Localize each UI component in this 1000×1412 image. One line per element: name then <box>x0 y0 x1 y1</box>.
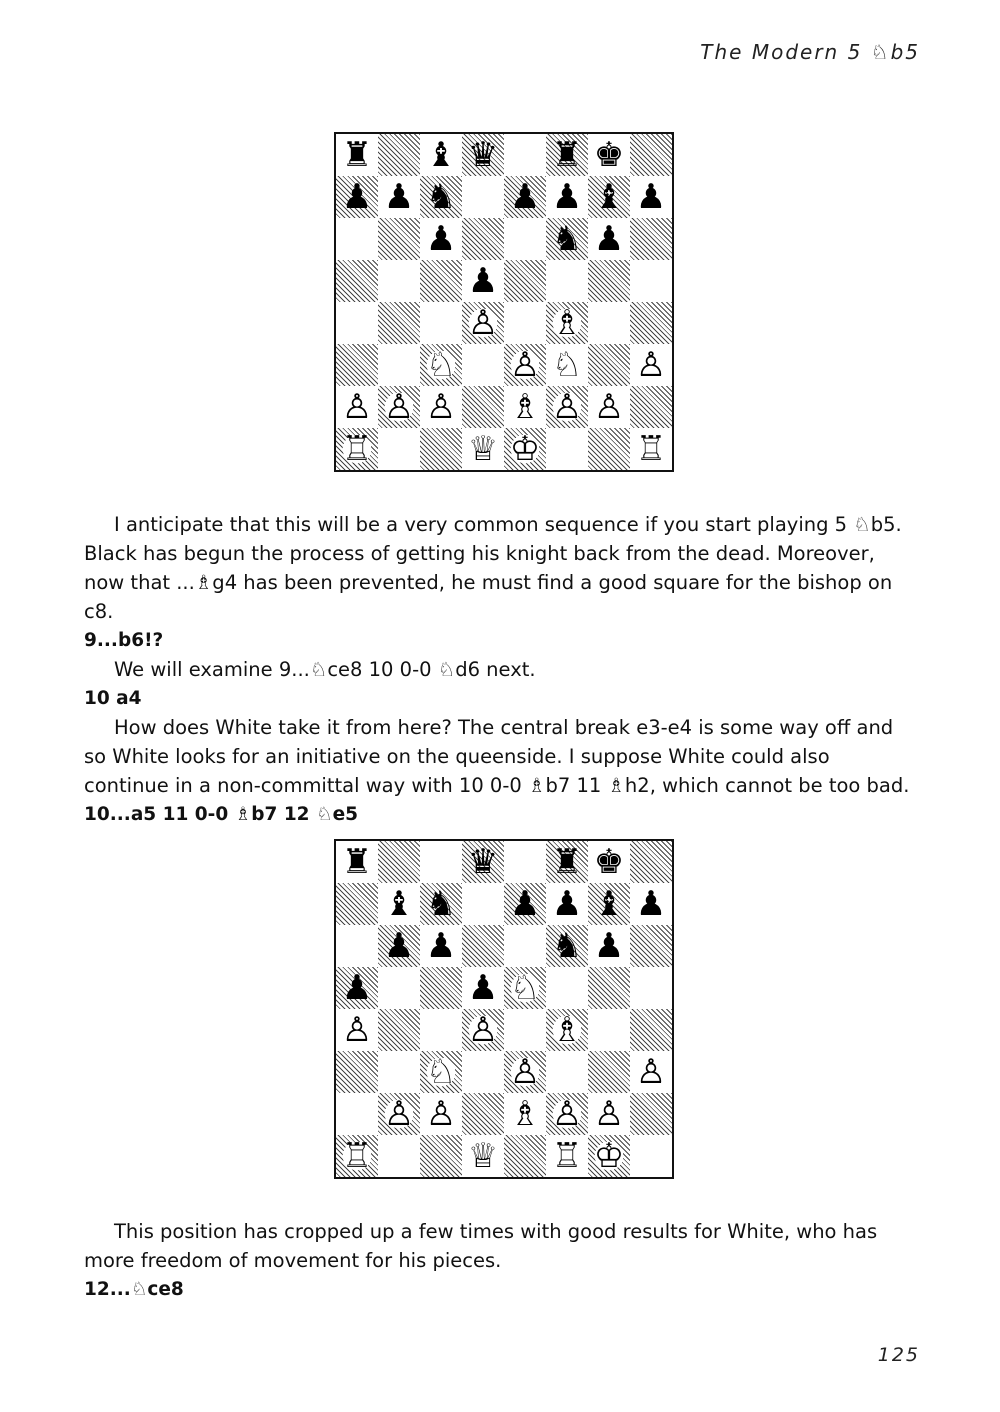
board-square <box>630 1009 672 1051</box>
paragraph: This position has cropped up a few times with good results for White, who has more freedom of movement for his pieces. <box>84 1220 878 1272</box>
board-square <box>378 302 420 344</box>
white-piece: ♕ <box>467 429 499 469</box>
board-square <box>336 925 378 967</box>
black-piece: ♛ <box>467 135 499 175</box>
board-square <box>378 967 420 1009</box>
board-square <box>630 967 672 1009</box>
board-grid <box>336 841 672 1177</box>
white-piece: ♕ <box>467 1136 499 1176</box>
white-piece: ♙ <box>635 345 667 385</box>
board-square <box>336 967 378 1009</box>
board-square <box>588 1135 630 1177</box>
move-heading: 10...a5 11 0-0 ♗b7 12 ♘e5 <box>84 804 359 825</box>
board-square <box>420 344 462 386</box>
board-square <box>462 1093 504 1135</box>
board-square <box>462 925 504 967</box>
board-square <box>504 967 546 1009</box>
black-piece: ♞ <box>425 884 457 924</box>
white-piece: ♖ <box>635 429 667 469</box>
board-square <box>504 344 546 386</box>
board-square <box>336 260 378 302</box>
board-square <box>588 1051 630 1093</box>
board-square <box>378 1009 420 1051</box>
black-piece: ♝ <box>425 135 457 175</box>
board-square <box>588 344 630 386</box>
board-square <box>546 967 588 1009</box>
board-square <box>630 1093 672 1135</box>
black-piece: ♜ <box>551 135 583 175</box>
board-square <box>336 134 378 176</box>
board-grid <box>336 134 672 470</box>
white-piece: ♙ <box>551 1094 583 1134</box>
running-head: The Modern 5 ♘b5 <box>700 40 920 64</box>
white-piece: ♖ <box>341 429 373 469</box>
black-piece: ♟ <box>551 177 583 217</box>
board-square <box>504 925 546 967</box>
white-piece: ♙ <box>425 387 457 427</box>
page-number: 125 <box>877 1344 920 1366</box>
board-square <box>420 967 462 1009</box>
board-square <box>378 260 420 302</box>
black-piece: ♞ <box>425 177 457 217</box>
board-square <box>504 176 546 218</box>
black-piece: ♜ <box>341 842 373 882</box>
board-square <box>588 1009 630 1051</box>
white-piece: ♘ <box>551 345 583 385</box>
board-square <box>504 1135 546 1177</box>
board-square <box>630 841 672 883</box>
board-square <box>630 386 672 428</box>
board-square <box>378 176 420 218</box>
board-square <box>462 1009 504 1051</box>
black-piece: ♟ <box>341 177 373 217</box>
board-square <box>378 1093 420 1135</box>
board-square <box>588 176 630 218</box>
black-piece: ♞ <box>551 926 583 966</box>
board-square <box>546 841 588 883</box>
board-square <box>336 1093 378 1135</box>
black-piece: ♟ <box>635 177 667 217</box>
black-piece: ♟ <box>425 926 457 966</box>
board-square <box>336 344 378 386</box>
board-square <box>630 428 672 470</box>
black-piece: ♜ <box>551 842 583 882</box>
board-square <box>630 1135 672 1177</box>
board-square <box>630 1051 672 1093</box>
board-square <box>420 1051 462 1093</box>
board-square <box>630 925 672 967</box>
board-square <box>630 344 672 386</box>
white-piece: ♘ <box>425 345 457 385</box>
board-square <box>630 883 672 925</box>
white-piece: ♙ <box>383 1094 415 1134</box>
white-piece: ♙ <box>509 345 541 385</box>
board-square <box>546 925 588 967</box>
black-piece: ♟ <box>551 884 583 924</box>
black-piece: ♛ <box>467 842 499 882</box>
board-square <box>588 302 630 344</box>
white-piece: ♖ <box>551 1136 583 1176</box>
board-square <box>420 1135 462 1177</box>
black-piece: ♝ <box>383 884 415 924</box>
board-square <box>630 134 672 176</box>
board-square <box>504 134 546 176</box>
board-square <box>378 386 420 428</box>
white-piece: ♗ <box>551 1010 583 1050</box>
white-piece: ♙ <box>593 1094 625 1134</box>
board-square <box>336 1135 378 1177</box>
board-square <box>504 1009 546 1051</box>
white-piece: ♙ <box>593 387 625 427</box>
board-square <box>504 1051 546 1093</box>
board-square <box>336 841 378 883</box>
board-square <box>420 428 462 470</box>
board-square <box>420 386 462 428</box>
board-square <box>588 925 630 967</box>
move-heading: 9...b6!? <box>84 630 164 651</box>
board-square <box>504 386 546 428</box>
white-piece: ♙ <box>425 1094 457 1134</box>
board-square <box>504 1093 546 1135</box>
board-square <box>462 302 504 344</box>
board-square <box>336 218 378 260</box>
black-piece: ♝ <box>593 177 625 217</box>
board-square <box>462 176 504 218</box>
board-square <box>588 428 630 470</box>
board-square <box>420 1093 462 1135</box>
white-piece: ♖ <box>341 1136 373 1176</box>
board-square <box>378 344 420 386</box>
white-piece: ♙ <box>341 1010 373 1050</box>
black-piece: ♝ <box>593 884 625 924</box>
black-piece: ♞ <box>551 219 583 259</box>
board-square <box>378 883 420 925</box>
board-square <box>588 1093 630 1135</box>
black-piece: ♚ <box>593 135 625 175</box>
paragraph: I anticipate that this will be a very common sequence if you start playing 5 ♘b5. Black has begun the process of getting his knight back from the dead. Moreover, now that ...♗g4 has been prevented, he must find a good square for the bishop on c8. <box>84 513 902 623</box>
board-square <box>588 883 630 925</box>
chess-diagram-1 <box>334 132 674 472</box>
board-square <box>546 176 588 218</box>
board-square <box>336 1051 378 1093</box>
board-square <box>420 925 462 967</box>
board-square <box>462 218 504 260</box>
white-piece: ♘ <box>425 1052 457 1092</box>
board-square <box>462 1135 504 1177</box>
board-square <box>378 134 420 176</box>
board-square <box>546 883 588 925</box>
board-square <box>336 1009 378 1051</box>
white-piece: ♗ <box>509 1094 541 1134</box>
board-square <box>378 1051 420 1093</box>
board-square <box>420 134 462 176</box>
board-square <box>462 841 504 883</box>
black-piece: ♟ <box>383 926 415 966</box>
board-square <box>336 428 378 470</box>
black-piece: ♟ <box>425 219 457 259</box>
board-square <box>546 260 588 302</box>
board-square <box>420 841 462 883</box>
board-square <box>588 218 630 260</box>
board-square <box>420 218 462 260</box>
board-square <box>588 260 630 302</box>
board-square <box>504 841 546 883</box>
board-square <box>462 260 504 302</box>
move-heading: 10 a4 <box>84 688 142 709</box>
board-square <box>546 344 588 386</box>
white-piece: ♔ <box>509 429 541 469</box>
board-square <box>546 302 588 344</box>
board-square <box>462 428 504 470</box>
text-block-1 <box>84 510 919 829</box>
board-square <box>462 344 504 386</box>
white-piece: ♘ <box>509 968 541 1008</box>
board-square <box>546 1093 588 1135</box>
white-piece: ♙ <box>509 1052 541 1092</box>
board-square <box>378 1135 420 1177</box>
board-square <box>378 428 420 470</box>
black-piece: ♜ <box>341 135 373 175</box>
board-square <box>588 134 630 176</box>
paragraph: How does White take it from here? The central break e3-e4 is some way off and so White looks for an initiative on the queenside. I suppose White could also continue in a non-committal way with 10 0-0 ♗b7 11 ♗h2, which cannot be too bad. <box>84 716 910 797</box>
black-piece: ♟ <box>593 926 625 966</box>
board-square <box>588 967 630 1009</box>
board-square <box>630 302 672 344</box>
board-square <box>378 841 420 883</box>
black-piece: ♟ <box>383 177 415 217</box>
black-piece: ♟ <box>467 261 499 301</box>
paragraph: We will examine 9...♘ce8 10 0-0 ♘d6 next. <box>114 658 536 681</box>
board-square <box>420 302 462 344</box>
board-square <box>378 925 420 967</box>
move-heading: 12...♘ce8 <box>84 1279 184 1300</box>
board-square <box>546 386 588 428</box>
board-square <box>420 1009 462 1051</box>
board-square <box>462 967 504 1009</box>
white-piece: ♙ <box>467 303 499 343</box>
white-piece: ♙ <box>551 387 583 427</box>
board-square <box>546 134 588 176</box>
board-square <box>336 302 378 344</box>
board-square <box>462 1051 504 1093</box>
chess-diagram-2 <box>334 839 674 1179</box>
board-square <box>462 883 504 925</box>
board-square <box>378 218 420 260</box>
black-piece: ♟ <box>635 884 667 924</box>
board-square <box>504 302 546 344</box>
board-square <box>546 218 588 260</box>
black-piece: ♟ <box>593 219 625 259</box>
white-piece: ♗ <box>509 387 541 427</box>
board-square <box>336 176 378 218</box>
board-square <box>336 883 378 925</box>
board-square <box>546 1009 588 1051</box>
board-square <box>420 883 462 925</box>
black-piece: ♟ <box>509 884 541 924</box>
board-square <box>420 176 462 218</box>
board-square <box>546 1135 588 1177</box>
black-piece: ♟ <box>509 177 541 217</box>
board-square <box>504 428 546 470</box>
text-block-2 <box>84 1217 919 1304</box>
white-piece: ♙ <box>467 1010 499 1050</box>
white-piece: ♙ <box>341 387 373 427</box>
board-square <box>546 1051 588 1093</box>
black-piece: ♟ <box>341 968 373 1008</box>
board-square <box>546 428 588 470</box>
white-piece: ♙ <box>635 1052 667 1092</box>
board-square <box>462 134 504 176</box>
black-piece: ♚ <box>593 842 625 882</box>
board-square <box>630 218 672 260</box>
white-piece: ♗ <box>551 303 583 343</box>
board-square <box>504 883 546 925</box>
board-square <box>630 176 672 218</box>
board-square <box>504 218 546 260</box>
board-square <box>630 260 672 302</box>
board-square <box>504 260 546 302</box>
board-square <box>588 841 630 883</box>
board-square <box>420 260 462 302</box>
board-square <box>336 386 378 428</box>
board-square <box>462 386 504 428</box>
black-piece: ♟ <box>467 968 499 1008</box>
white-piece: ♔ <box>593 1136 625 1176</box>
white-piece: ♙ <box>383 387 415 427</box>
board-square <box>588 386 630 428</box>
